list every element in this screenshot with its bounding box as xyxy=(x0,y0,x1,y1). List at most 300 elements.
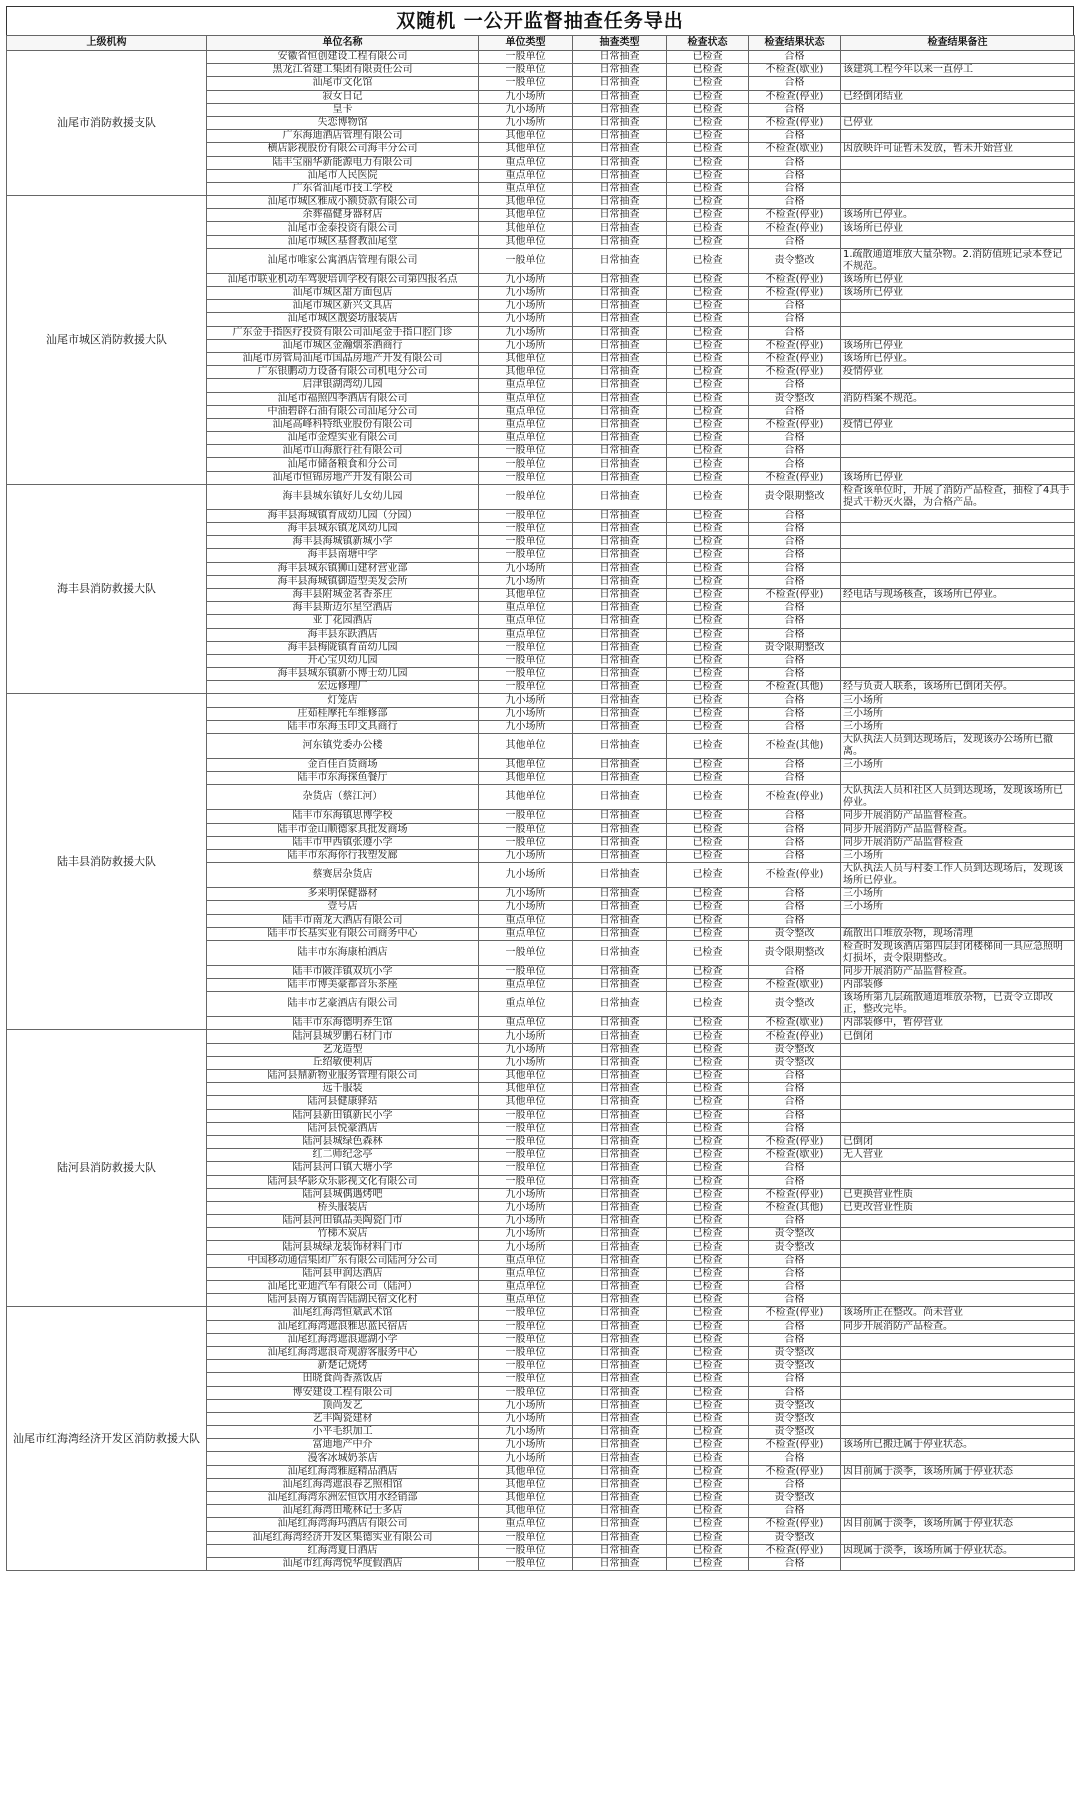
check-type-cell: 日常抽查 xyxy=(573,602,667,615)
unit-type-cell: 一般单位 xyxy=(479,536,573,549)
unit-type-cell: 九小场所 xyxy=(479,273,573,286)
check-status-cell: 已检查 xyxy=(667,575,749,588)
result-status-cell: 不检查(停业) xyxy=(749,116,841,129)
unit-type-cell: 其他单位 xyxy=(479,143,573,156)
check-type-cell: 日常抽查 xyxy=(573,1399,667,1412)
unit-name-cell: 汕尾红海湾遮浪春艺照相馆 xyxy=(207,1478,479,1491)
unit-name-cell: 河东镇党委办公楼 xyxy=(207,734,479,759)
check-status-cell: 已检查 xyxy=(667,1070,749,1083)
check-type-cell: 日常抽查 xyxy=(573,366,667,379)
result-remark-cell: 该场所已停业 xyxy=(841,273,1075,286)
check-type-cell: 日常抽查 xyxy=(573,1373,667,1386)
result-remark-cell xyxy=(841,313,1075,326)
unit-name-cell: 皇卡 xyxy=(207,103,479,116)
result-status-cell: 合格 xyxy=(749,575,841,588)
check-status-cell: 已检查 xyxy=(667,914,749,927)
unit-name-cell: 海丰县城东镇新小博士幼儿园 xyxy=(207,668,479,681)
check-status-cell: 已检查 xyxy=(667,1175,749,1188)
check-status-cell: 已检查 xyxy=(667,169,749,182)
result-remark-cell xyxy=(841,169,1075,182)
unit-name-cell: 陆河县河口镇大塘小学 xyxy=(207,1162,479,1175)
result-status-cell: 合格 xyxy=(749,562,841,575)
unit-name-cell: 陆河县申润达酒店 xyxy=(207,1267,479,1280)
result-remark-cell xyxy=(841,523,1075,536)
unit-type-cell: 一般单位 xyxy=(479,549,573,562)
result-remark-cell xyxy=(841,1505,1075,1518)
check-type-cell: 日常抽查 xyxy=(573,823,667,836)
check-status-cell: 已检查 xyxy=(667,432,749,445)
unit-name-cell: 开心宝贝幼儿园 xyxy=(207,654,479,667)
check-status-cell: 已检查 xyxy=(667,1162,749,1175)
result-remark-cell xyxy=(841,1492,1075,1505)
result-remark-cell: 检查该单位时，开展了消防产品检查，抽检了4具手提式干粉灭火器，为合格产品。 xyxy=(841,484,1075,509)
check-status-cell: 已检查 xyxy=(667,471,749,484)
check-status-cell: 已检查 xyxy=(667,1149,749,1162)
unit-name-cell: 汕尾红海湾经济开发区集德实业有限公司 xyxy=(207,1531,479,1544)
result-status-cell: 合格 xyxy=(749,1478,841,1491)
check-type-cell: 日常抽查 xyxy=(573,235,667,248)
check-type-cell: 日常抽查 xyxy=(573,1518,667,1531)
check-status-cell: 已检查 xyxy=(667,549,749,562)
result-status-cell: 合格 xyxy=(749,720,841,733)
unit-type-cell: 一般单位 xyxy=(479,1531,573,1544)
result-remark-cell: 疏散出口堆放杂物，现场清理 xyxy=(841,927,1075,940)
check-type-cell: 日常抽查 xyxy=(573,1294,667,1307)
result-remark-cell xyxy=(841,549,1075,562)
check-status-cell: 已检查 xyxy=(667,588,749,601)
result-status-cell: 合格 xyxy=(749,1122,841,1135)
check-status-cell: 已检查 xyxy=(667,602,749,615)
check-status-cell: 已检查 xyxy=(667,1531,749,1544)
result-remark-cell xyxy=(841,628,1075,641)
check-type-cell: 日常抽查 xyxy=(573,418,667,431)
unit-name-cell: 海丰县东跃酒店 xyxy=(207,628,479,641)
result-status-cell: 合格 xyxy=(749,694,841,707)
result-status-cell: 合格 xyxy=(749,1557,841,1570)
unit-type-cell: 一般单位 xyxy=(479,1360,573,1373)
check-status-cell: 已检查 xyxy=(667,1267,749,1280)
result-status-cell: 责令整改 xyxy=(749,1228,841,1241)
check-type-cell: 日常抽查 xyxy=(573,1149,667,1162)
check-type-cell: 日常抽查 xyxy=(573,1070,667,1083)
check-status-cell: 已检查 xyxy=(667,849,749,862)
result-remark-cell: 已更换营业性质 xyxy=(841,1188,1075,1201)
result-status-cell: 责令限期整改 xyxy=(749,484,841,509)
result-remark-cell xyxy=(841,1043,1075,1056)
check-type-cell: 日常抽查 xyxy=(573,1122,667,1135)
result-status-cell: 合格 xyxy=(749,77,841,90)
unit-name-cell: 海丰县附城金茗香茶庄 xyxy=(207,588,479,601)
result-remark-cell: 该建筑工程今年以来一直停工 xyxy=(841,64,1075,77)
result-status-cell: 责令整改 xyxy=(749,248,841,273)
result-status-cell: 合格 xyxy=(749,654,841,667)
result-status-cell: 合格 xyxy=(749,823,841,836)
unit-name-cell: 汕尾市联业机动车驾驶培训学校有限公司第四报名点 xyxy=(207,273,479,286)
table-row xyxy=(7,1307,1075,1320)
check-status-cell: 已检查 xyxy=(667,235,749,248)
check-status-cell: 已检查 xyxy=(667,300,749,313)
check-status-cell: 已检查 xyxy=(667,1254,749,1267)
result-remark-cell xyxy=(841,668,1075,681)
check-type-cell: 日常抽查 xyxy=(573,222,667,235)
result-remark-cell: 该场所已停业 xyxy=(841,287,1075,300)
unit-type-cell: 其他单位 xyxy=(479,772,573,785)
check-type-cell: 日常抽查 xyxy=(573,1412,667,1425)
result-remark-cell: 同步开展消防产品监督检查。 xyxy=(841,810,1075,823)
check-type-cell: 日常抽查 xyxy=(573,116,667,129)
check-status-cell: 已检查 xyxy=(667,196,749,209)
unit-type-cell: 一般单位 xyxy=(479,51,573,64)
unit-name-cell: 陆河县新田镇新民小学 xyxy=(207,1109,479,1122)
result-remark-cell xyxy=(841,536,1075,549)
unit-type-cell: 九小场所 xyxy=(479,1201,573,1214)
result-status-cell: 不检查(停业) xyxy=(749,366,841,379)
check-status-cell: 已检查 xyxy=(667,1201,749,1214)
check-type-cell: 日常抽查 xyxy=(573,103,667,116)
check-type-cell: 日常抽查 xyxy=(573,273,667,286)
unit-type-cell: 一般单位 xyxy=(479,940,573,965)
unit-name-cell: 汕尾市城区靓姿坊服装店 xyxy=(207,313,479,326)
check-status-cell: 已检查 xyxy=(667,772,749,785)
unit-type-cell: 九小场所 xyxy=(479,1215,573,1228)
check-status-cell: 已检查 xyxy=(667,979,749,992)
check-status-cell: 已检查 xyxy=(667,379,749,392)
check-status-cell: 已检查 xyxy=(667,562,749,575)
result-status-cell: 合格 xyxy=(749,1109,841,1122)
check-status-cell: 已检查 xyxy=(667,1307,749,1320)
unit-type-cell: 重点单位 xyxy=(479,992,573,1017)
result-remark-cell: 同步开展消防产品检查。 xyxy=(841,1320,1075,1333)
check-type-cell: 日常抽查 xyxy=(573,1426,667,1439)
result-remark-cell: 无人营业 xyxy=(841,1149,1075,1162)
check-type-cell: 日常抽查 xyxy=(573,914,667,927)
check-type-cell: 日常抽查 xyxy=(573,1346,667,1359)
header-cell: 检查结果备注 xyxy=(841,36,1075,51)
check-type-cell: 日常抽查 xyxy=(573,1478,667,1491)
task-table xyxy=(6,35,1075,1571)
check-type-cell: 日常抽查 xyxy=(573,681,667,694)
result-remark-cell: 该场所已搬迁属于停业状态。 xyxy=(841,1439,1075,1452)
check-type-cell: 日常抽查 xyxy=(573,326,667,339)
unit-type-cell: 九小场所 xyxy=(479,300,573,313)
unit-name-cell: 亚丁花园酒店 xyxy=(207,615,479,628)
check-type-cell: 日常抽查 xyxy=(573,628,667,641)
check-status-cell: 已检查 xyxy=(667,1017,749,1030)
result-status-cell: 合格 xyxy=(749,1320,841,1333)
unit-name-cell: 汕尾市文化馆 xyxy=(207,77,479,90)
check-type-cell: 日常抽查 xyxy=(573,888,667,901)
check-type-cell: 日常抽查 xyxy=(573,1544,667,1557)
result-status-cell: 不检查(停业) xyxy=(749,1307,841,1320)
result-status-cell: 合格 xyxy=(749,156,841,169)
check-type-cell: 日常抽查 xyxy=(573,1307,667,1320)
check-status-cell: 已检查 xyxy=(667,1241,749,1254)
result-status-cell: 合格 xyxy=(749,169,841,182)
unit-name-cell: 竹梯木炭店 xyxy=(207,1228,479,1241)
check-type-cell: 日常抽查 xyxy=(573,77,667,90)
parent-org-cell: 陆河县消防救援大队 xyxy=(7,1030,207,1307)
result-remark-cell: 因目前属于淡季，该场所属于停业状态 xyxy=(841,1465,1075,1478)
export-sheet xyxy=(6,6,1074,1571)
unit-name-cell: 汕尾市储备粮食和分公司 xyxy=(207,458,479,471)
unit-name-cell: 多来明保健器材 xyxy=(207,888,479,901)
check-status-cell: 已检查 xyxy=(667,1228,749,1241)
check-type-cell: 日常抽查 xyxy=(573,1175,667,1188)
check-status-cell: 已检查 xyxy=(667,1188,749,1201)
result-status-cell: 不检查(停业) xyxy=(749,1135,841,1148)
unit-type-cell: 九小场所 xyxy=(479,1228,573,1241)
check-status-cell: 已检查 xyxy=(667,523,749,536)
check-type-cell: 日常抽查 xyxy=(573,654,667,667)
unit-type-cell: 一般单位 xyxy=(479,1333,573,1346)
result-remark-cell: 1.疏散通道堆放大量杂物。2.消防值班记录本登记不规范。 xyxy=(841,248,1075,273)
result-status-cell: 不检查(停业) xyxy=(749,418,841,431)
result-remark-cell xyxy=(841,562,1075,575)
unit-type-cell: 重点单位 xyxy=(479,602,573,615)
unit-name-cell: 汕尾红海湾海玛酒店有限公司 xyxy=(207,1518,479,1531)
result-status-cell: 不检查(停业) xyxy=(749,1439,841,1452)
unit-name-cell: 汕尾市山海旅行社有限公司 xyxy=(207,445,479,458)
check-status-cell: 已检查 xyxy=(667,681,749,694)
result-status-cell: 合格 xyxy=(749,235,841,248)
unit-type-cell: 重点单位 xyxy=(479,182,573,195)
result-remark-cell xyxy=(841,379,1075,392)
check-status-cell: 已检查 xyxy=(667,287,749,300)
result-remark-cell: 三小场所 xyxy=(841,759,1075,772)
unit-type-cell: 一般单位 xyxy=(479,810,573,823)
result-status-cell: 责令整改 xyxy=(749,1043,841,1056)
unit-name-cell: 余葬福健身器材店 xyxy=(207,209,479,222)
result-remark-cell xyxy=(841,235,1075,248)
result-status-cell: 合格 xyxy=(749,458,841,471)
unit-name-cell: 海丰县南塘中学 xyxy=(207,549,479,562)
unit-type-cell: 其他单位 xyxy=(479,352,573,365)
unit-name-cell: 陆丰市东海镇思博学校 xyxy=(207,810,479,823)
result-status-cell: 合格 xyxy=(749,759,841,772)
unit-type-cell: 重点单位 xyxy=(479,1267,573,1280)
result-status-cell: 不检查(其他) xyxy=(749,1201,841,1214)
result-status-cell: 不检查(停业) xyxy=(749,1465,841,1478)
unit-type-cell: 一般单位 xyxy=(479,641,573,654)
unit-type-cell: 一般单位 xyxy=(479,1373,573,1386)
check-type-cell: 日常抽查 xyxy=(573,339,667,352)
unit-name-cell: 陆丰市陂洋镇双坑小学 xyxy=(207,965,479,978)
result-status-cell: 合格 xyxy=(749,602,841,615)
check-type-cell: 日常抽查 xyxy=(573,785,667,810)
check-status-cell: 已检查 xyxy=(667,222,749,235)
header-cell: 检查结果状态 xyxy=(749,36,841,51)
result-status-cell: 责令整改 xyxy=(749,992,841,1017)
check-status-cell: 已检查 xyxy=(667,182,749,195)
check-status-cell: 已检查 xyxy=(667,1544,749,1557)
result-status-cell: 不检查(停业) xyxy=(749,785,841,810)
check-status-cell: 已检查 xyxy=(667,509,749,522)
unit-name-cell: 汕尾市金泰投资有限公司 xyxy=(207,222,479,235)
check-type-cell: 日常抽查 xyxy=(573,1162,667,1175)
result-status-cell: 不检查(停业) xyxy=(749,90,841,103)
check-type-cell: 日常抽查 xyxy=(573,130,667,143)
unit-name-cell: 富迪地产中介 xyxy=(207,1439,479,1452)
unit-type-cell: 九小场所 xyxy=(479,901,573,914)
unit-type-cell: 其他单位 xyxy=(479,588,573,601)
check-type-cell: 日常抽查 xyxy=(573,549,667,562)
check-type-cell: 日常抽查 xyxy=(573,432,667,445)
unit-name-cell: 陆河县城绿色森林 xyxy=(207,1135,479,1148)
check-status-cell: 已检查 xyxy=(667,940,749,965)
result-remark-cell xyxy=(841,641,1075,654)
unit-name-cell: 汕尾市城区基督教汕尾堂 xyxy=(207,235,479,248)
unit-type-cell: 一般单位 xyxy=(479,1175,573,1188)
unit-name-cell: 海丰县斯迈尔星空酒店 xyxy=(207,602,479,615)
unit-type-cell: 一般单位 xyxy=(479,458,573,471)
result-remark-cell xyxy=(841,1386,1075,1399)
result-remark-cell xyxy=(841,1109,1075,1122)
unit-name-cell: 汕尾比亚迪汽车有限公司（陆河） xyxy=(207,1281,479,1294)
result-status-cell: 合格 xyxy=(749,901,841,914)
check-type-cell: 日常抽查 xyxy=(573,1281,667,1294)
check-type-cell: 日常抽查 xyxy=(573,1360,667,1373)
check-status-cell: 已检查 xyxy=(667,668,749,681)
unit-type-cell: 重点单位 xyxy=(479,979,573,992)
result-remark-cell xyxy=(841,1478,1075,1491)
result-remark-cell xyxy=(841,458,1075,471)
result-remark-cell: 消防档案不规范。 xyxy=(841,392,1075,405)
check-type-cell: 日常抽查 xyxy=(573,1017,667,1030)
check-type-cell: 日常抽查 xyxy=(573,562,667,575)
check-type-cell: 日常抽查 xyxy=(573,707,667,720)
check-status-cell: 已检查 xyxy=(667,641,749,654)
unit-type-cell: 其他单位 xyxy=(479,222,573,235)
check-status-cell: 已检查 xyxy=(667,1294,749,1307)
unit-name-cell: 汕尾市金煌实业有限公司 xyxy=(207,432,479,445)
result-status-cell: 不检查(停业) xyxy=(749,1518,841,1531)
check-type-cell: 日常抽查 xyxy=(573,1215,667,1228)
check-type-cell: 日常抽查 xyxy=(573,248,667,273)
unit-type-cell: 九小场所 xyxy=(479,1452,573,1465)
check-status-cell: 已检查 xyxy=(667,143,749,156)
unit-type-cell: 其他单位 xyxy=(479,235,573,248)
result-remark-cell xyxy=(841,182,1075,195)
unit-name-cell: 汕尾市恒锦房地产开发有限公司 xyxy=(207,471,479,484)
result-remark-cell xyxy=(841,130,1075,143)
check-type-cell: 日常抽查 xyxy=(573,90,667,103)
unit-name-cell: 陆河县悦豪酒店 xyxy=(207,1122,479,1135)
unit-type-cell: 九小场所 xyxy=(479,575,573,588)
unit-type-cell: 其他单位 xyxy=(479,130,573,143)
check-status-cell: 已检查 xyxy=(667,1109,749,1122)
check-type-cell: 日常抽查 xyxy=(573,901,667,914)
result-remark-cell xyxy=(841,1254,1075,1267)
check-type-cell: 日常抽查 xyxy=(573,64,667,77)
parent-org-cell: 汕尾市城区消防救援大队 xyxy=(7,196,207,485)
check-status-cell: 已检查 xyxy=(667,1281,749,1294)
check-type-cell: 日常抽查 xyxy=(573,1386,667,1399)
check-type-cell: 日常抽查 xyxy=(573,405,667,418)
unit-name-cell: 汕尾红海湾田墘林记士多店 xyxy=(207,1505,479,1518)
unit-type-cell: 重点单位 xyxy=(479,156,573,169)
result-status-cell: 合格 xyxy=(749,1452,841,1465)
result-status-cell: 合格 xyxy=(749,1083,841,1096)
check-status-cell: 已检查 xyxy=(667,116,749,129)
check-status-cell: 已检查 xyxy=(667,965,749,978)
result-status-cell: 合格 xyxy=(749,914,841,927)
check-type-cell: 日常抽查 xyxy=(573,1135,667,1148)
check-type-cell: 日常抽查 xyxy=(573,1492,667,1505)
result-remark-cell xyxy=(841,509,1075,522)
unit-name-cell: 汕尾红海湾雅庭精品酒店 xyxy=(207,1465,479,1478)
unit-name-cell: 广东金手指医疗投资有限公司汕尾金手指口腔门诊 xyxy=(207,326,479,339)
result-status-cell: 合格 xyxy=(749,103,841,116)
unit-type-cell: 重点单位 xyxy=(479,1254,573,1267)
unit-name-cell: 陆丰市东海玉印文具商行 xyxy=(207,720,479,733)
unit-name-cell: 黑龙江省建工集团有限责任公司 xyxy=(207,64,479,77)
check-status-cell: 已检查 xyxy=(667,1360,749,1373)
result-status-cell: 合格 xyxy=(749,445,841,458)
check-status-cell: 已检查 xyxy=(667,1452,749,1465)
check-status-cell: 已检查 xyxy=(667,1030,749,1043)
result-status-cell: 不检查(歇业) xyxy=(749,143,841,156)
result-remark-cell xyxy=(841,196,1075,209)
result-status-cell: 不检查(歇业) xyxy=(749,1149,841,1162)
result-remark-cell xyxy=(841,300,1075,313)
header-row xyxy=(7,36,1075,51)
result-status-cell: 不检查(停业) xyxy=(749,588,841,601)
result-remark-cell: 同步开展消防产品监督检查。 xyxy=(841,965,1075,978)
result-status-cell: 责令限期整改 xyxy=(749,641,841,654)
unit-type-cell: 一般单位 xyxy=(479,445,573,458)
check-type-cell: 日常抽查 xyxy=(573,1505,667,1518)
result-remark-cell xyxy=(841,1215,1075,1228)
result-remark-cell xyxy=(841,575,1075,588)
result-status-cell: 合格 xyxy=(749,51,841,64)
result-remark-cell xyxy=(841,1228,1075,1241)
unit-name-cell: 汕尾红海湾遮浪雅思蓝民宿店 xyxy=(207,1320,479,1333)
result-status-cell: 不检查(停业) xyxy=(749,273,841,286)
result-remark-cell xyxy=(841,1056,1075,1069)
unit-name-cell: 海丰县海城镇御造型美发会所 xyxy=(207,575,479,588)
check-type-cell: 日常抽查 xyxy=(573,927,667,940)
result-status-cell: 不检查(停业) xyxy=(749,1188,841,1201)
unit-type-cell: 九小场所 xyxy=(479,1426,573,1439)
header-cell: 单位名称 xyxy=(207,36,479,51)
unit-type-cell: 一般单位 xyxy=(479,1557,573,1570)
unit-type-cell: 重点单位 xyxy=(479,418,573,431)
result-status-cell: 不检查(停业) xyxy=(749,1030,841,1043)
unit-type-cell: 一般单位 xyxy=(479,1307,573,1320)
check-status-cell: 已检查 xyxy=(667,1333,749,1346)
check-type-cell: 日常抽查 xyxy=(573,836,667,849)
unit-name-cell: 陆丰市金山顺德家具批发商场 xyxy=(207,823,479,836)
result-status-cell: 不检查(歇业) xyxy=(749,1017,841,1030)
check-type-cell: 日常抽查 xyxy=(573,810,667,823)
check-status-cell: 已检查 xyxy=(667,1373,749,1386)
unit-name-cell: 汕尾市城区金瀚烟茶酒商行 xyxy=(207,339,479,352)
result-remark-cell: 内部装修中，暂停营业 xyxy=(841,1017,1075,1030)
sheet-title: 双随机 一公开监督抽查任务导出 xyxy=(6,6,1074,35)
result-remark-cell: 三小场所 xyxy=(841,720,1075,733)
table-row xyxy=(7,1030,1075,1043)
unit-type-cell: 其他单位 xyxy=(479,1492,573,1505)
result-remark-cell xyxy=(841,1360,1075,1373)
check-type-cell: 日常抽查 xyxy=(573,209,667,222)
result-remark-cell xyxy=(841,1122,1075,1135)
check-type-cell: 日常抽查 xyxy=(573,1043,667,1056)
unit-name-cell: 蔡赛居杂货店 xyxy=(207,863,479,888)
result-status-cell: 合格 xyxy=(749,1175,841,1188)
unit-name-cell: 陆丰市东海康柏酒店 xyxy=(207,940,479,965)
check-type-cell: 日常抽查 xyxy=(573,352,667,365)
check-status-cell: 已检查 xyxy=(667,1439,749,1452)
